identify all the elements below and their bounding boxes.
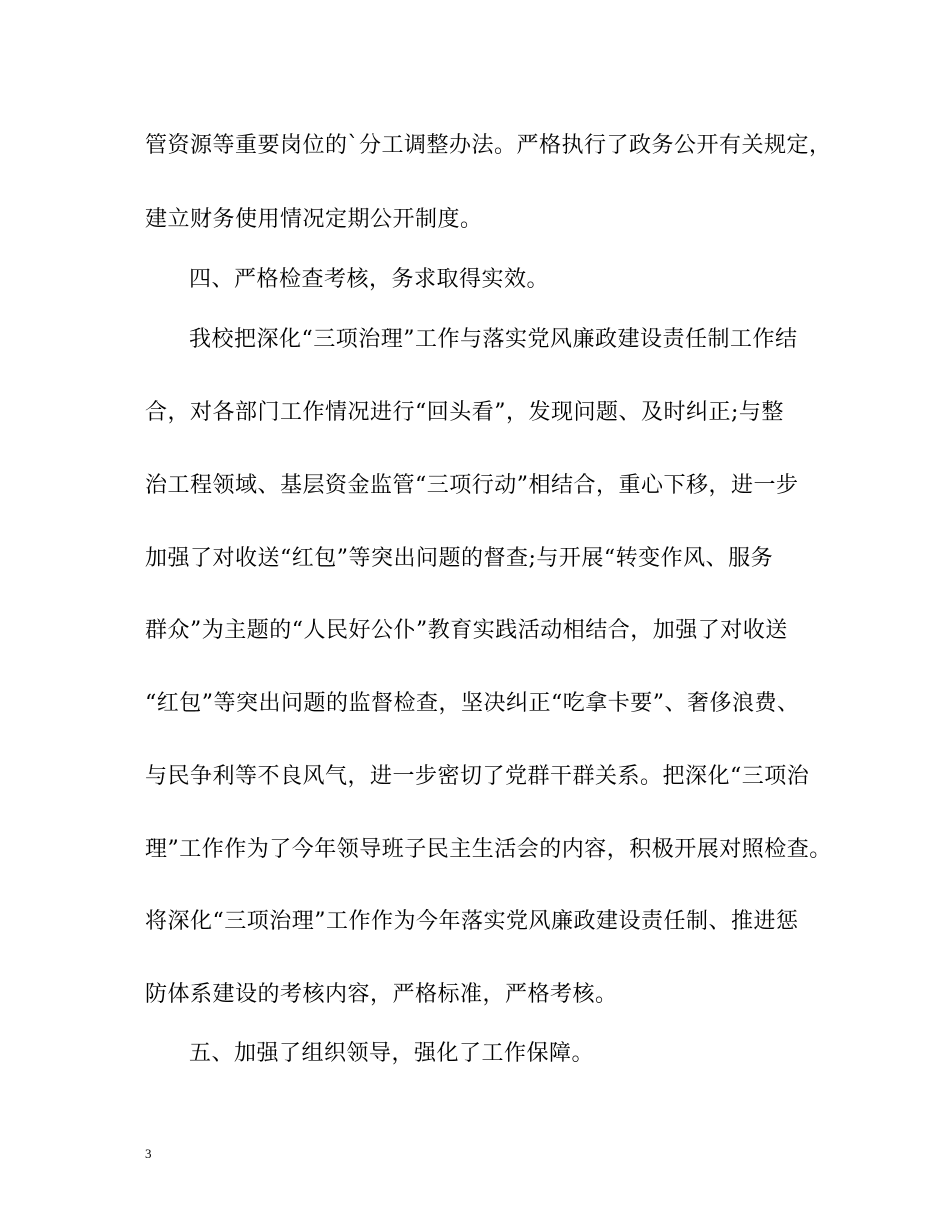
text-line-2: 建立财务使用情况定期公开制度。 xyxy=(145,207,483,232)
section-heading-5: 五、加强了组织领导，强化了工作保障。 xyxy=(189,1041,595,1066)
page-number: 3 xyxy=(145,1146,152,1161)
text-line-8: 群众”为主题的“人民好公仆”教育实践活动相结合，加强了对收送 xyxy=(145,618,788,643)
section-heading-4: 四、严格检查考核，务求取得实效。 xyxy=(189,267,550,292)
text-line-6: 治工程领域、基层资金监管“三项行动”相结合，重心下移，进一步 xyxy=(145,473,799,498)
text-line-12: 将深化“三项治理”工作作为今年落实党风廉政建设责任制、推进惩 xyxy=(145,909,799,934)
text-line-5: 合，对各部门工作情况进行“回头看”，发现问题、及时纠正;与整 xyxy=(145,400,784,425)
text-line-11: 理”工作作为了今年领导班子民主生活会的内容，积极开展对照检查。 xyxy=(145,837,832,862)
text-line-4: 我校把深化“三项治理”工作与落实党风廉政建设责任制工作结 xyxy=(189,327,798,352)
text-line-13: 防体系建设的考核内容，严格标准，严格考核。 xyxy=(145,982,618,1007)
text-line-9: “红包”等突出问题的监督检查，坚决纠正“吃拿卡要”、奢侈浪费、 xyxy=(145,691,800,716)
text-line-10: 与民争利等不良风气，进一步密切了党群干群关系。把深化“三项治 xyxy=(145,764,810,789)
text-line-1: 管资源等重要岗位的`分工调整办法。严格执行了政务公开有关规定， xyxy=(145,133,832,158)
text-line-7: 加强了对收送“红包”等突出问题的督查;与开展“转变作风、服务 xyxy=(145,546,774,571)
